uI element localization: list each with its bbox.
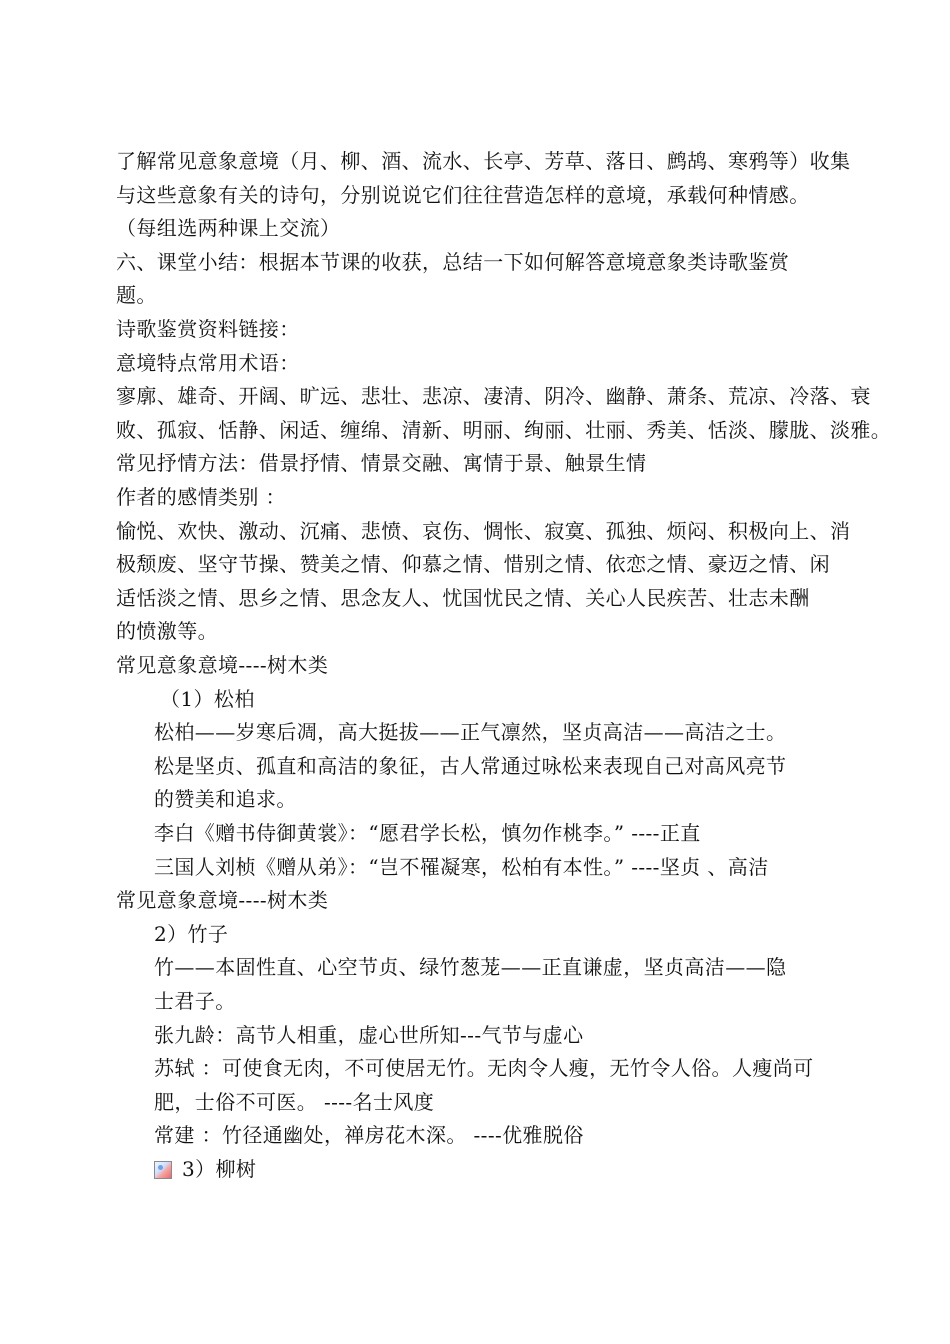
text-line: 常见抒情方法：借景抒情、情景交融、寓情于景、触景生情 <box>116 451 647 475</box>
section-heading: 作者的感情类别 ： <box>116 485 286 509</box>
section-heading: 常见意象意境----树木类 <box>116 888 329 912</box>
sub-heading-with-image <box>154 1153 256 1186</box>
text-line: 的赞美和追求。 <box>154 787 297 811</box>
text-line: 了解常见意象意境（月、柳、酒、流水、长亭、芳草、落日、鹧鸪、寒鸦等）收集 <box>116 149 851 173</box>
text-line: 愉悦、欢快、激动、沉痛、悲愤、哀伤、惆怅、寂寞、孤独、烦闷、积极向上、消 <box>116 519 851 543</box>
text-line: 松是坚贞、孤直和高洁的象征，古人常通过咏松来表现自己对高风亮节 <box>154 754 787 778</box>
text-line: 与这些意象有关的诗句，分别说说它们往往营造怎样的意境，承载何种情感。 <box>116 183 810 207</box>
text-line: 肥，士俗不可医。 ----名士风度 <box>154 1090 435 1114</box>
broken-image-icon <box>154 1161 172 1179</box>
sub-heading: （1）松柏 <box>160 687 255 711</box>
section-heading: 六、课堂小结：根据本节课的收获，总结一下如何解答意境意象类诗歌鉴赏 <box>116 250 790 274</box>
text-line: （每组选两种课上交流） <box>116 216 341 240</box>
text-line: 适恬淡之情、思乡之情、思念友人、忧国忧民之情、关心人民疾苦、壮志未酬 <box>116 586 810 610</box>
text-line: 松柏——岁寒后凋，高大挺拔——正气凛然，坚贞高洁——高洁之士。 <box>154 720 787 744</box>
text-line: 竹——本固性直、心空节贞、绿竹葱茏——正直谦虚，坚贞高洁——隐 <box>154 955 787 979</box>
text-line: 的愤激等。 <box>116 619 218 643</box>
section-heading: 意境特点常用术语： <box>116 351 300 375</box>
section-heading: 诗歌鉴赏资料链接： <box>116 317 300 341</box>
text-line: 寥廓、雄奇、开阔、旷远、悲壮、悲凉、凄清、阴冷、幽静、萧条、荒凉、冷落、衰 <box>116 384 871 408</box>
text-line: 张九龄：高节人相重，虚心世所知---气节与虚心 <box>154 1023 584 1047</box>
text-line: 李白《赠书侍御黄裳》：“愿君学长松，慎勿作桃李。” ----正直 <box>154 821 701 845</box>
text-line: 苏轼 ：可使食无肉，不可使居无竹。无肉令人瘦，无竹令人俗。人瘦尚可 <box>154 1056 814 1080</box>
text-line: 极颓废、坚守节操、赞美之情、仰慕之情、惜别之情、依恋之情、豪迈之情、闲 <box>116 552 830 576</box>
text-line: 常建 ：竹径通幽处，禅房花木深。 ----优雅脱俗 <box>154 1123 584 1147</box>
text-line: 三国人刘桢《赠从弟》：“岂不罹凝寒，松柏有本性。” ----坚贞 、高洁 <box>154 855 769 879</box>
sub-heading: 2）竹子 <box>154 922 229 946</box>
sub-heading: 3）柳树 <box>182 1157 257 1181</box>
text-line: 题。 <box>116 283 157 307</box>
section-heading: 常见意象意境----树木类 <box>116 653 329 677</box>
text-line: 败、孤寂、恬静、闲适、缠绵、清新、明丽、绚丽、壮丽、秀美、恬淡、朦胧、淡雅。 <box>116 418 892 442</box>
text-line: 士君子。 <box>154 989 236 1013</box>
